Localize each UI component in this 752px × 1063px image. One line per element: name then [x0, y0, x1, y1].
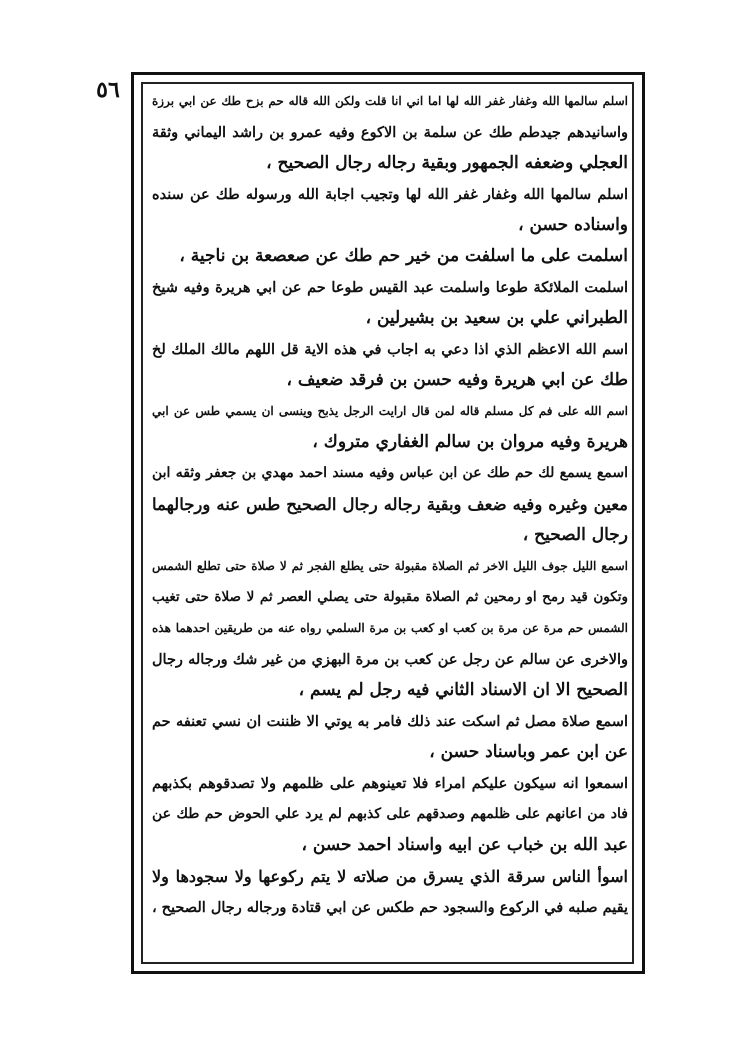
text-line: يقيم صلبه في الركوع والسجود حم طكس عن ابي قتادة ورجاله رجال الصحيح ،: [152, 899, 628, 916]
text-line: الصحيح الا ان الاسناد الثاني فيه رجل لم يسم ،: [298, 680, 628, 700]
text-line: معين وغيره وفيه ضعف وبقية رجاله رجال الصحيح طس عنه ورجالهما: [152, 495, 628, 514]
text-block: [152, 86, 628, 958]
text-line: واسناده حسن ،: [518, 215, 628, 235]
text-line: الطبراني علي بن سعيد بن بشيرلين ،: [365, 308, 628, 328]
text-line: واسانيدهم جيدطم طك عن سلمة بن الاكوع وفيه عمرو بن راشد اليماني وثقة: [152, 124, 628, 141]
text-line: اسلم سالمها الله وغفار غفر الله لها وتجيب اجابة الله ورسوله طك عن سنده: [152, 186, 628, 203]
text-line: اسلمت على ما اسلفت من خير حم طك عن صعصعة بن ناجية ،: [179, 246, 628, 266]
text-line: اسم الله على فم كل مسلم قاله لمن قال ارايت الرجل يذبح وينسى ان يسمي طس عن ابي: [152, 404, 628, 418]
text-line: العجلي وضعفه الجمهور وبقية رجاله رجال الصحيح ،: [266, 153, 628, 173]
folio-number: ٥٦: [96, 77, 120, 103]
text-line: طك عن ابي هريرة وفيه حسن بن فرقد ضعيف ،: [286, 370, 628, 390]
text-line: عن ابن عمر وباسناد حسن ،: [429, 742, 628, 762]
text-line: اسمع الليل جوف الليل الاخر ثم الصلاة مقبولة حتى يطلع الفجر ثم لا صلاة حتى تطلع الشمس: [152, 559, 628, 573]
text-line: رجال الصحيح ،: [522, 525, 628, 545]
text-line: اسوأ الناس سرقة الذي يسرق من صلاته لا يتم ركوعها ولا سجودها ولا: [152, 867, 628, 886]
text-line: الشمس حم مرة عن مرة بن كعب او كعب بن مرة السلمي رواه عنه من طريقين احدهما هذه: [152, 621, 628, 635]
text-line: اسلمت الملائكة طوعا واسلمت عبد القيس طوعا حم عن ابي هريرة وفيه شيخ: [152, 279, 628, 296]
text-line: وتكون قيد رمح او رمحين ثم الصلاة مقبولة حتى يصلي العصر ثم لا صلاة حتى تغيب: [152, 589, 628, 605]
text-line: اسم الله الاعظم الذي اذا دعي به اجاب في هذه الاية قل اللهم مالك الملك لخ: [152, 341, 628, 358]
text-line: اسمع صلاة مصل ثم اسكت عند ذلك فامر به يوتي الا ظننت ان نسي تعنفه حم: [152, 713, 628, 730]
text-line: هريرة وفيه مروان بن سالم الغفاري متروك ،: [312, 432, 628, 452]
text-line: والاخرى عن سالم عن رجل عن كعب بن مرة البهزي من غير شك ورجاله رجال: [152, 651, 628, 668]
text-line: عبد الله بن خباب عن ابيه واسناد احمد حسن ،: [301, 835, 628, 855]
text-line: فاد من اعانهم على ظلمهم وصدقهم على كذبهم لم يرد علي الحوض حم طك عن: [152, 806, 628, 822]
text-line: اسمعوا انه سيكون عليكم امراء فلا تعينوهم على ظلمهم ولا تصدقوهم بكذبهم: [152, 775, 628, 792]
text-line: اسلم سالمها الله وغفار غفر الله لها اما اني انا قلت ولكن الله قاله حم بزح طك عن ابي برزة: [152, 94, 628, 108]
text-line: اسمع يسمع لك حم طك عن ابن عباس وفيه مسند احمد مهدي بن جعفر وثقه ابن: [152, 465, 628, 481]
